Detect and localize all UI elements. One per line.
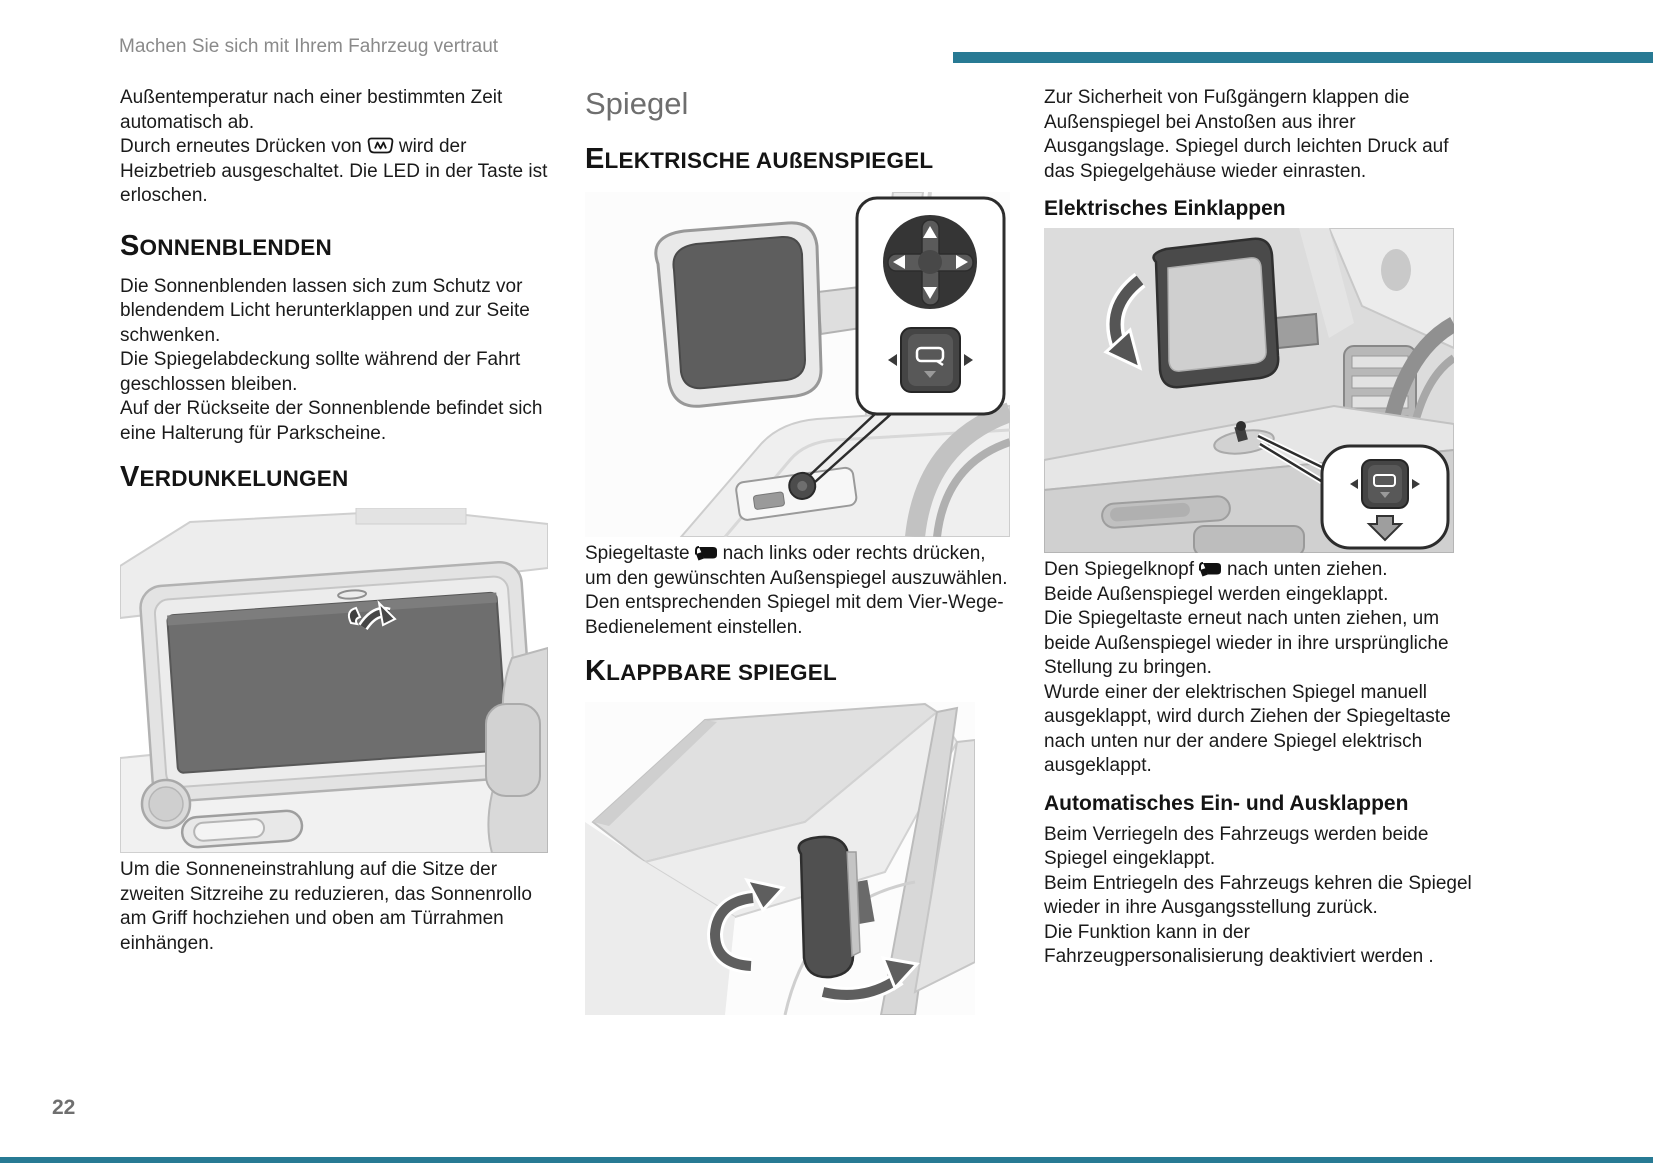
electric-mirror-paragraph: Den entsprechenden Spiegel mit dem Vier-Wege-Bedienelement einstellen.: [585, 592, 1004, 638]
section-title-elektrische-aussenspiegel: ELEKTRISCHE AUßENSPIEGEL: [585, 143, 934, 175]
climate-text-after-icon: wird der Heizbetrieb ausgeschaltet. Die LED in der Taste ist erloschen.: [120, 136, 548, 206]
mirror-glass: [1168, 258, 1266, 371]
folding-mirror-illustration: [585, 702, 1015, 1020]
caption-text-after-icon: nach unten ziehen.: [1227, 559, 1388, 580]
autofold-paragraph-3: Die Funktion kann in der Fahrzeugpersonalisierung deaktiviert werden .: [1044, 921, 1434, 967]
caption-text-before-icon: Den Spiegelknopf: [1044, 559, 1194, 580]
efold-paragraph-1: Beide Außenspiegel werden eingeklappt.: [1044, 583, 1389, 605]
seat-headrest: [486, 704, 540, 796]
exterior-mirror: [1154, 239, 1279, 387]
footer-accent-bar: [0, 1157, 1653, 1163]
pedestrian-safety-paragraph: Zur Sicherheit von Fußgängern klappen die Außenspiegel bei Anstoßen aus ihrer Ausgangslage. Spiegel durch leichten Druck auf das Spiegelgehäuse wieder einrasten.: [1044, 87, 1449, 182]
folded-mirror: [799, 837, 853, 977]
climate-paragraph-1: Außentemperatur nach einer bestimmten Zeit automatisch ab.: [120, 87, 503, 133]
section-title-klappbare-spiegel: KLAPPBARE SPIEGEL: [585, 655, 837, 687]
autofold-paragraph-1: Beim Verriegeln des Fahrzeugs werden beide Spiegel eingeklappt.: [1044, 823, 1429, 869]
sunvisors-paragraph-2: Die Spiegelabdeckung sollte während der Fahrt geschlossen bleiben.: [120, 349, 521, 395]
section-title-verdunkelungen: VERDUNKELUNGEN: [120, 461, 349, 493]
column-middle: [585, 86, 1015, 1020]
four-way-pad: [883, 215, 977, 309]
efold-caption: [1044, 558, 1474, 583]
electric-mirror-caption: [585, 542, 1015, 591]
mirror-button-icon: [695, 542, 718, 567]
page-header-breadcrumb: Machen Sie sich mit Ihrem Fahrzeug vertraut: [119, 36, 499, 57]
electric-folding-illustration: [1044, 228, 1474, 558]
mirror-arm: [1276, 314, 1318, 348]
mirror-glass: [673, 237, 805, 388]
section-title-sonnenblenden: SONNENBLENDEN: [120, 229, 332, 262]
caption-text-before-icon: Spiegeltaste: [585, 543, 690, 564]
blinds-caption: Um die Sonneneinstrahlung auf die Sitze der zweiten Sitzreihe zu reduzieren, das Sonnenrollo am Griff hochziehen und oben am Türrahmen einhängen.: [120, 859, 532, 954]
column-right: [1044, 86, 1474, 970]
pillar-speaker: [1381, 249, 1411, 291]
subsection-title-automatisches-einklappen: Automatisches Ein- und Ausklappen: [1044, 791, 1409, 815]
mirror-button-icon: [1199, 558, 1222, 583]
sunvisors-paragraph-1: Die Sonnenblenden lassen sich zum Schutz vor blendendem Licht herunterklappen und zur Seite schwenken.: [120, 275, 530, 346]
seat-heating-icon: [367, 135, 394, 160]
autofold-paragraph-2: Beim Entriegeln des Fahrzeugs kehren die Spiegel wieder in ihre Ausgangsstellung zurück.: [1044, 872, 1472, 918]
efold-paragraph-3: Wurde einer der elektrischen Spiegel manuell ausgeklappt, wird durch Ziehen der Spiegeltaste nach unten nur der andere Spiegel elektrisch ausgeklappt.: [1044, 681, 1451, 776]
climate-paragraph-2: [120, 135, 552, 209]
column-left: [120, 86, 552, 956]
exterior-mirror: [656, 223, 821, 406]
page-number: 22: [52, 1096, 76, 1119]
header-accent-bar: [953, 52, 1653, 63]
sunblind-illustration: [120, 508, 552, 858]
subsection-title-elektrisches-einklappen: Elektrisches Einklappen: [1044, 197, 1286, 220]
door-pull: [1194, 526, 1304, 553]
efold-paragraph-2: Die Spiegeltaste erneut nach unten ziehen, um beide Außenspiegel wieder in ihre ursprüngliche Stellung zu bringen.: [1044, 608, 1449, 678]
sunvisors-paragraph-3: Auf der Rückseite der Sonnenblende befindet sich eine Halterung für Parkscheine.: [120, 398, 543, 444]
electric-mirror-illustration: [585, 192, 1015, 542]
climate-text-before-icon: Durch erneutes Drücken von: [120, 136, 362, 157]
chapter-title-spiegel: Spiegel: [585, 86, 689, 121]
mirror-select-switch: [888, 328, 973, 392]
caption-text-after-icon: nach links oder rechts drücken, um den gewünschten Außenspiegel auszuwählen.: [585, 543, 1008, 589]
